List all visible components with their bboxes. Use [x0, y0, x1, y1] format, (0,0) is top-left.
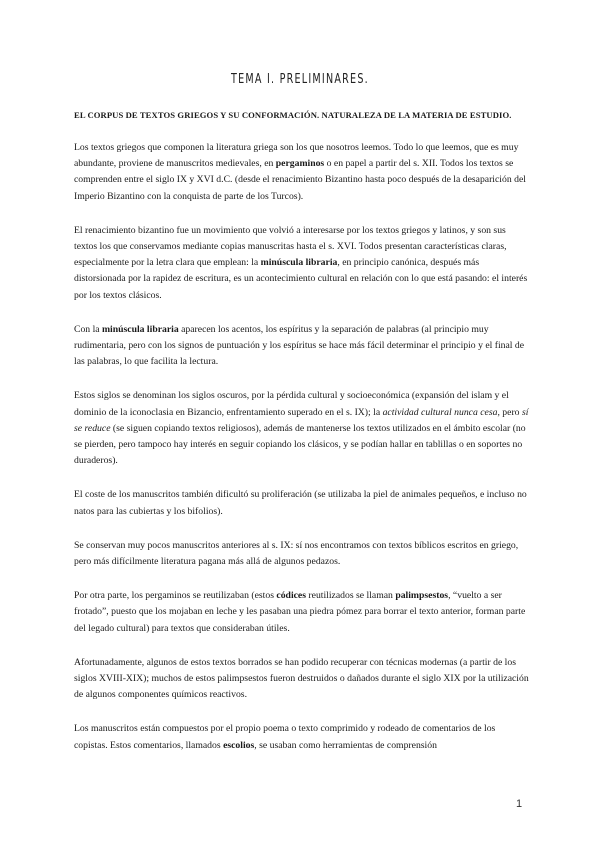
body-paragraph	[74, 655, 530, 704]
body-paragraph	[74, 140, 530, 205]
bold-term: pergaminos	[275, 158, 325, 170]
bold-term: escolios	[223, 739, 255, 751]
body-paragraph	[74, 223, 530, 304]
document-body	[74, 140, 530, 772]
text-run: , “vuelto a ser frotado”, puesto que los mojaban en leche y les pasaban una piedra pómez para borrar el texto anterior, forman parte del legado cultural) para textos que consideraban útiles.	[74, 590, 526, 634]
italic-phrase: sí se reduce	[74, 406, 529, 434]
text-run: Con la	[74, 323, 102, 335]
body-paragraph	[74, 721, 530, 753]
text-run: El coste de los manuscritos también dificultó su proliferación (se utilizaba la piel de animales pequeños, e incluso no natos para las cubiertas y los bifolios).	[74, 489, 527, 517]
section-subtitle: EL CORPUS DE TEXTOS GRIEGOS Y SU CONFORMACIÓN. NATURALEZA DE LA MATERIA DE ESTUDIO.	[74, 110, 512, 120]
page-title: TEMA I. PRELIMINARES.	[231, 72, 369, 87]
body-paragraph	[74, 538, 530, 570]
bold-term: palimpsestos	[395, 590, 449, 602]
body-paragraph	[74, 588, 530, 637]
text-run: o en papel a partir del s. XII. Todos los textos se comprenden entre el siglo IX y XVI d.C. (desde el renacimiento Bizantino hasta poco después de la desaparición del Imperio Bizantino con la conquista de parte de los Turcos).	[74, 158, 526, 202]
bold-term: minúscula libraria	[260, 257, 338, 269]
bold-term: minúscula libraria	[101, 323, 179, 335]
text-run: , se usaban como herramientas de comprensión	[254, 739, 437, 751]
body-paragraph	[74, 322, 530, 371]
text-run: , pero	[497, 406, 522, 418]
text-run: (se siguen copiando textos religiosos), además de mantenerse los textos utilizados en el ámbito escolar (no se pierden, pero tampoco hay interés en seguir copiando los clásicos, y se podían hallar en tablillas o en soportes no duraderos).	[74, 422, 526, 467]
body-paragraph	[74, 487, 530, 519]
text-run: Afortunadamente, algunos de estos textos borrados se han podido recuperar con técnicas modernas (a partir de los siglos XVIII-XIX); muchos de estos palimpsestos fueron destruidos o dañados durante el siglo XIX por la utilización de algunos componentes químicos reactivos.	[74, 656, 529, 701]
body-paragraph	[74, 388, 530, 469]
text-run: Por otra parte, los pergaminos se reutilizaban (estos	[74, 590, 277, 602]
text-run: aparecen los acentos, los espíritus y la separación de palabras (al principio muy rudimentaria, pero con los signos de puntuación y los espíritus se hace más fácil determinar el principio y el final de las palabras, lo que facilita la lectura.	[74, 323, 525, 368]
text-run: reutilizados se llaman	[306, 590, 396, 602]
bold-term: códices	[276, 590, 306, 602]
text-run: Estos siglos se denominan los siglos oscuros, por la pérdida cultural y socioeconómica (expansión del islam y el dominio de la iconoclasia en Bizancio, enfrentamiento superado en el s. IX); la	[74, 390, 509, 418]
page-number: 1	[516, 798, 523, 810]
text-run: , en principio canónica, después más distorsionada por la rapidez de escritura, es un acontecimiento cultural en relación con lo que está pasando: el interés por los textos clásicos.	[74, 257, 528, 301]
text-run: Se conservan muy pocos manuscritos anteriores al s. IX: sí nos encontramos con textos bíblicos escritos en griego, pero más difícilmente literatura pagana más allá de algunos pedazos.	[74, 539, 519, 568]
text-run: Los manuscritos están compuestos por el propio poema o texto comprimido y rodeado de comentarios de los copistas. Estos comentarios, llamados	[74, 723, 496, 751]
italic-phrase: actividad cultural nunca cesa	[382, 406, 498, 418]
text-run: El renacimiento bizantino fue un movimiento que volvió a interesarse por los textos griegos y latinos, y son sus textos los que conservamos mediante copias manuscritas hasta el s. XVI. Todos presentan características claras, especialmente por la letra clara que emplean: la	[74, 224, 507, 269]
text-run: Los textos griegos que componen la literatura griega son los que nosotros leemos. Todo lo que leemos, que es muy abundante, proviene de manuscritos medievales, en	[74, 142, 519, 170]
